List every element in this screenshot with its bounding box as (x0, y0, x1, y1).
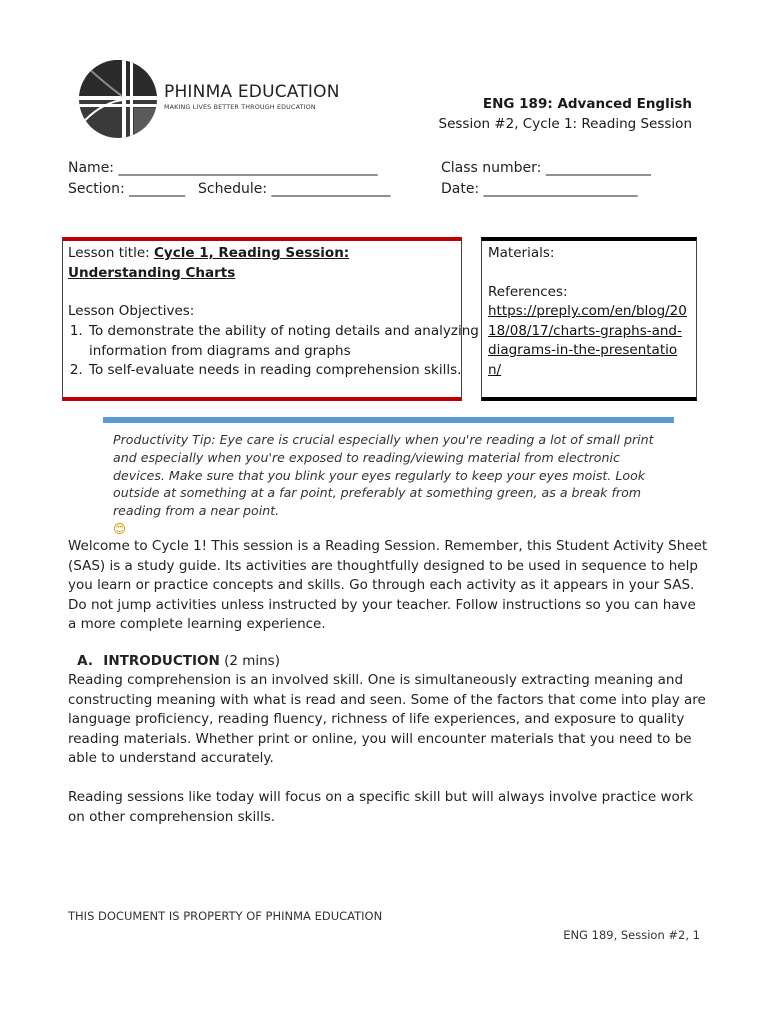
productivity-tip (113, 431, 673, 538)
section-a-letter: A. (77, 653, 93, 669)
phinma-globe-icon (78, 56, 158, 142)
logo-tagline: MAKING LIVES BETTER THROUGH EDUCATION (164, 104, 316, 111)
intro-paragraph-1: Reading comprehension is an involved skill. One is simultaneously extracting meaning and constructing meaning with what is read and seen. Some of the factors that come into play are language proficiency, reading fluency, richness of life experiences, and exposure to quality reading materials. Whether print or online, you will encounter materials that you need to be able to understand accurately. (68, 672, 706, 766)
section-field[interactable]: Section: ________ (68, 181, 186, 197)
tip-text: Productivity Tip: Eye care is crucial especially when you're reading a lot of small print and especially when you're exposed to reading/viewing material from electronic devices. Make sure that you blink your eyes regularly to keep your eyes moist. Look outside at something at a far point, preferably at something green, as a break from reading from a near point. (113, 432, 654, 519)
materials-label: Materials: (488, 245, 555, 261)
materials-box (481, 237, 697, 401)
section-a-time: (2 mins) (219, 653, 280, 669)
reference-link[interactable]: https://preply.com/en/blog/2018/08/17/charts-graphs-and-diagrams-in-the-presentation/ (488, 303, 687, 378)
lesson-box (62, 237, 479, 401)
name-field[interactable]: Name: _____________________________________ (68, 160, 378, 176)
lesson-title (68, 244, 448, 283)
objective-item: 1. To demonstrate the ability of noting details and analyzing information from diagrams and graphs (87, 322, 482, 361)
session-line: Session #2, Cycle 1: Reading Session (438, 116, 692, 132)
objectives-list (63, 322, 482, 381)
objective-item: 2. To self-evaluate needs in reading comprehension skills. (87, 361, 482, 381)
objectives-label: Lesson Objectives: (68, 303, 195, 319)
phinma-logo (78, 56, 338, 142)
lesson-title-value: Cycle 1, Reading Session: Understanding Charts (68, 245, 350, 281)
logo-name: PHINMA EDUCATION (164, 82, 340, 102)
references-label: References: (488, 284, 568, 300)
schedule-field[interactable]: Schedule: _________________ (198, 181, 391, 197)
intro-paragraph-2: Reading sessions like today will focus on a specific skill but will always involve practice work on other comprehension skills. (68, 789, 694, 825)
lesson-title-label: Lesson title: (68, 245, 154, 261)
course-title: ENG 189: Advanced English (482, 96, 692, 112)
footer-page-ref: ENG 189, Session #2, 1 (563, 928, 700, 942)
divider-bar (103, 417, 674, 423)
date-field[interactable]: Date: ______________________ (441, 181, 638, 197)
footer-property: THIS DOCUMENT IS PROPERTY OF PHINMA EDUCATION (68, 909, 383, 923)
smiley-icon: 😊 (113, 520, 127, 536)
welcome-paragraph: Welcome to Cycle 1! This session is a Reading Session. Remember, this Student Activity Sheet (SAS) is a study guide. Its activities are thoughtfully designed to be used in sequence to help you learn or practice concepts and skills. Go through each activity as it appears in your SAS. Do not jump activities unless instructed by your teacher. Follow instructions so you can have a more complete learning experience. (68, 538, 708, 632)
section-a-heading (68, 652, 708, 672)
class-number-field[interactable]: Class number: _______________ (441, 160, 651, 176)
section-a-title: INTRODUCTION (103, 653, 220, 669)
